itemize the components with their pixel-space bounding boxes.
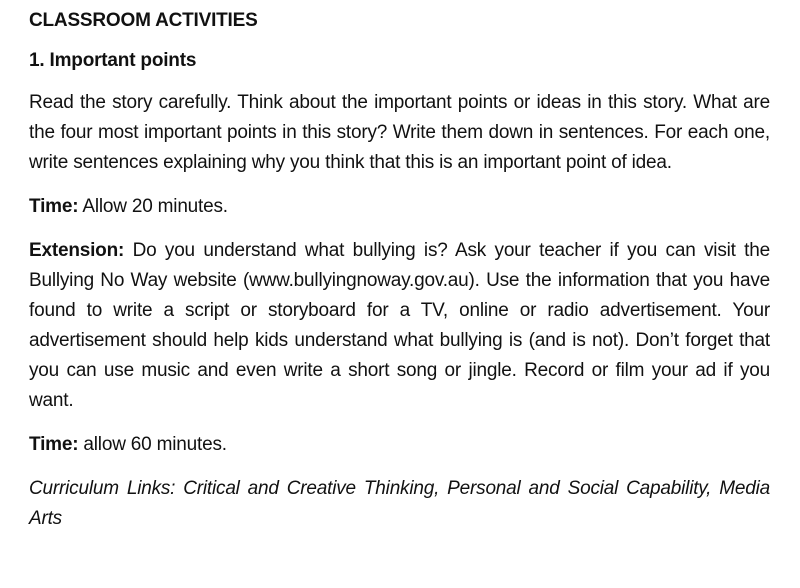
extension-paragraph xyxy=(29,236,770,416)
extension-label: Extension: xyxy=(29,240,125,261)
section-title: 1. Important points xyxy=(29,50,197,71)
time-label-1: Time: xyxy=(29,196,79,217)
extension-text: Do you understand what bullying is? Ask your teacher if you can visit the Bullying No Way website (www.bullyingnoway.gov.au). Use the information that you have found to write a script or storyboard for a TV, online or radio advertisement. Your advertisement should help kids understand what bullying is (and is not). Don’t forget that you can use music and even write a short song or jingle. Record or film your ad if you want. xyxy=(29,240,770,411)
time-label-2: Time: xyxy=(29,434,79,455)
intro-paragraph: Read the story carefully. Think about the important points or ideas in this story. What are the four most important points in this story? Write them down in sentences. For each one, write sentences explaining why you think that this is an important point of idea. xyxy=(29,92,770,173)
curriculum-links: Curriculum Links: Critical and Creative Thinking, Personal and Social Capability, Media Arts xyxy=(29,478,770,529)
time-text-1: Allow 20 minutes. xyxy=(78,196,228,217)
time-text-2: allow 60 minutes. xyxy=(78,434,227,455)
document-heading: CLASSROOM ACTIVITIES xyxy=(29,10,258,31)
time-allowance-2 xyxy=(29,430,770,460)
time-allowance-1 xyxy=(29,192,770,222)
